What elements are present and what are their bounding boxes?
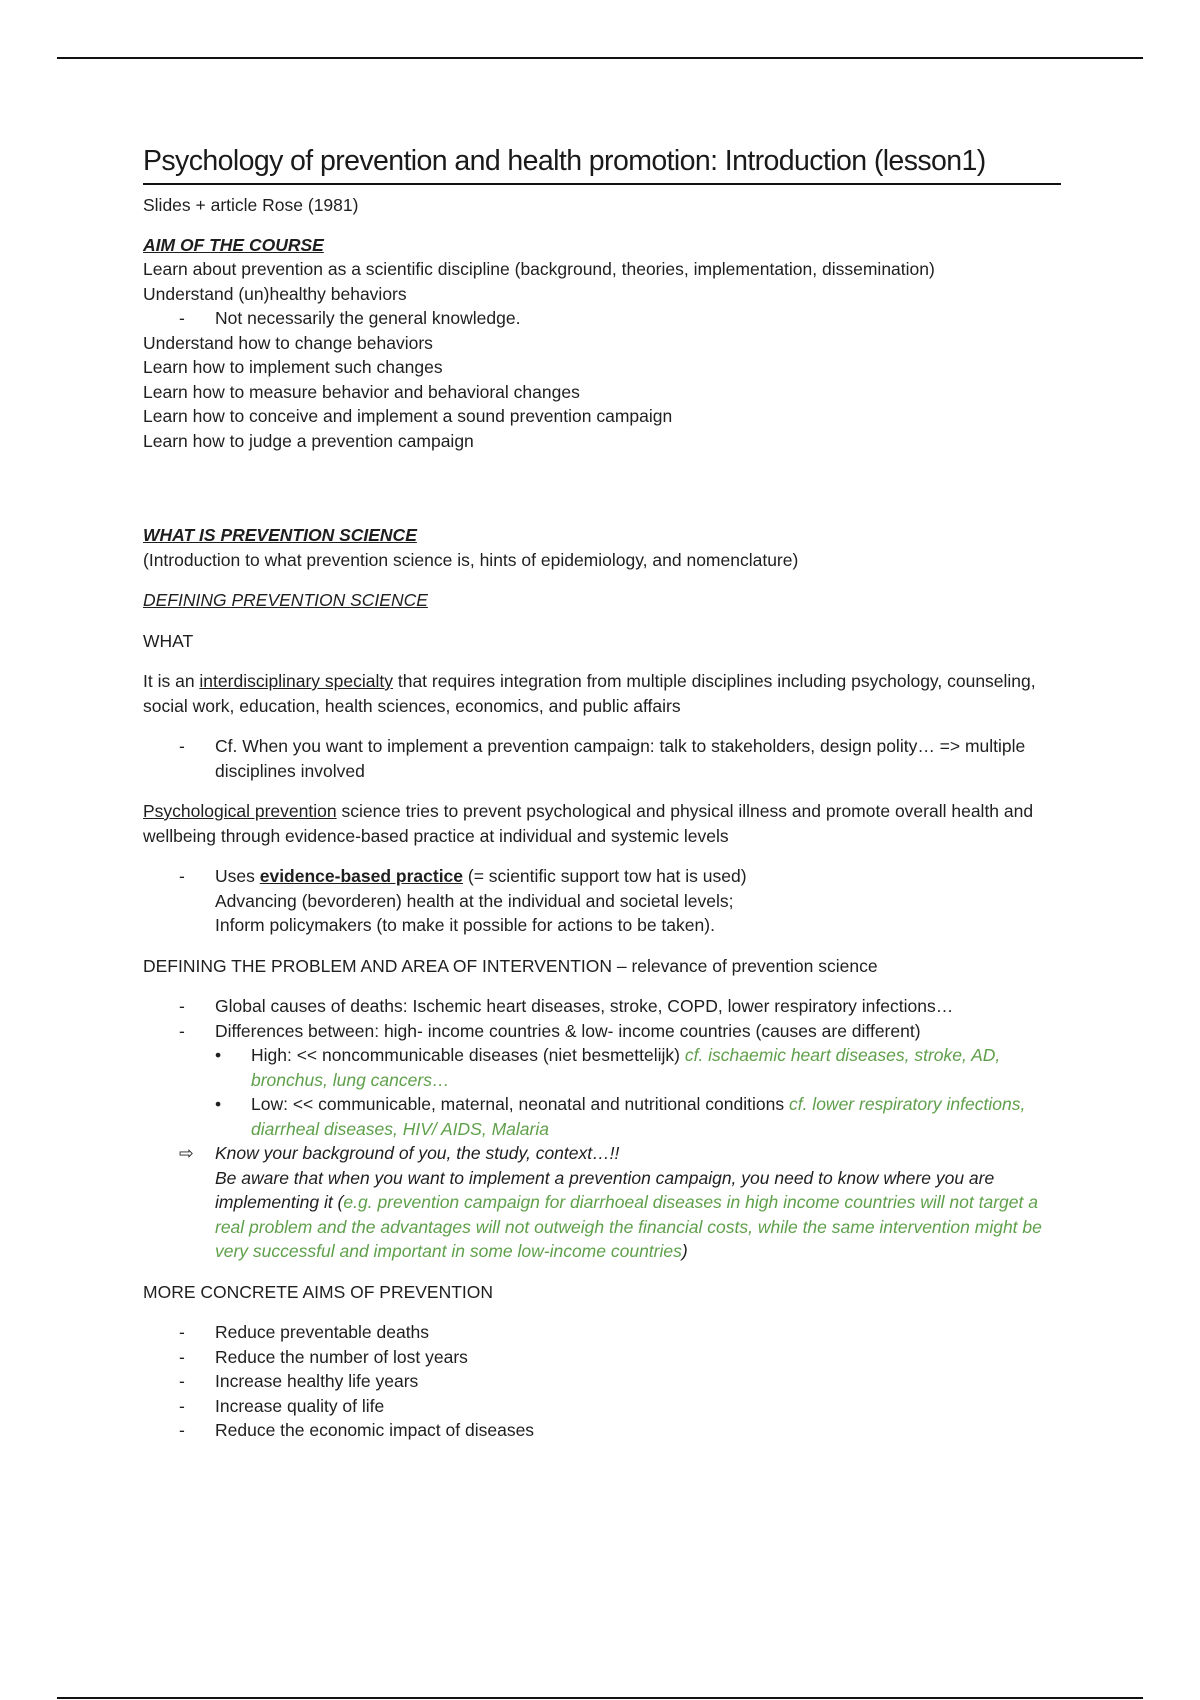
aim-line: Learn how to measure behavior and behavioral changes (143, 381, 580, 402)
subtitle: Slides + article Rose (1981) (143, 195, 359, 215)
page-title: Psychology of prevention and health promotion: Introduction (lesson1) (143, 143, 1061, 185)
evidence-based-term: evidence-based practice (259, 866, 464, 886)
bullet-marker: • (215, 1094, 222, 1114)
dash-marker: - (179, 866, 185, 886)
list-item: - Uses evidence-based practice (= scientific support tow hat is used) Advancing (bevorderen) health at the individual and societal levels; Inform policymakers (to make it possible for actions to be taken). (179, 866, 747, 935)
page-top-rule (57, 57, 1143, 59)
list-item: • Low: << communicable, maternal, neonatal and nutritional conditions cf. lower respiratory infections, diarrheal diseases, HIV/ AIDS, Malaria (215, 1094, 1026, 1139)
psych-prevention-paragraph: Psychological prevention science tries to prevent psychological and physical illness and promote overall health and wellbeing through evidence-based practice at individual and systemic levels (143, 801, 1034, 846)
list-item: - Increase healthy life years (143, 1369, 1061, 1394)
aim-heading: AIM OF THE COURSE (143, 234, 324, 255)
list-item: - Cf. When you want to implement a prevention campaign: talk to stakeholders, design polity… => multiple disciplines involved (179, 736, 1026, 781)
problem-heading: DEFINING THE PROBLEM AND AREA OF INTERVENTION – relevance of prevention science (143, 955, 878, 976)
dash-marker: - (179, 1420, 185, 1440)
document-page (143, 143, 1061, 1443)
aim-line: Learn about prevention as a scientific discipline (background, theories, implementation, dissemination) (143, 259, 935, 279)
aims-heading: MORE CONCRETE AIMS OF PREVENTION (143, 1281, 494, 1302)
aim-line: Learn how to conceive and implement a sound prevention campaign (143, 406, 673, 426)
dash-marker: - (179, 996, 185, 1016)
green-note: cf. lower respiratory infections, diarrheal diseases, HIV/ AIDS, Malaria (251, 1094, 1026, 1139)
dash-marker: - (179, 308, 185, 328)
aim-line: Understand how to change behaviors (143, 332, 433, 353)
list-item: - Reduce the number of lost years (143, 1345, 1061, 1370)
dash-marker: - (179, 1395, 185, 1416)
dash-marker: - (179, 1322, 185, 1342)
wps-heading: WHAT IS PREVENTION SCIENCE (143, 525, 417, 545)
list-item: • High: << noncommunicable diseases (niet besmettelijk) cf. ischaemic heart diseases, stroke, AD, bronchus, lung cancers… (215, 1045, 1001, 1090)
bullet-marker: • (215, 1045, 222, 1065)
dash-marker: - (179, 1371, 185, 1391)
what-label: WHAT (143, 630, 194, 651)
aim-line: Learn how to judge a prevention campaign (143, 430, 474, 451)
dash-marker: - (179, 1346, 185, 1367)
green-note: e.g. prevention campaign for diarrhoeal diseases in high income countries will not target a real problem and the advantages will not outweigh the financial costs, while the same intervention might be very successful and important in some low-income countries (215, 1192, 1042, 1261)
defining-heading: DEFINING PREVENTION SCIENCE (143, 590, 428, 610)
definition-paragraph: It is an interdisciplinary specialty that requires integration from multiple disciplines including psychology, counseling, social work, education, health sciences, economics, and public affairs (143, 671, 1036, 716)
aim-line: Learn how to implement such changes (143, 357, 443, 377)
aim-line: Understand (un)healthy behaviors (143, 283, 407, 304)
psych-prevention-term: Psychological prevention (143, 801, 337, 821)
list-item: - Increase quality of life (143, 1394, 1061, 1419)
dash-marker: - (179, 736, 185, 756)
wps-intro: (Introduction to what prevention science is, hints of epidemiology, and nomenclature) (143, 549, 799, 570)
interdisciplinary-term: interdisciplinary specialty (199, 671, 393, 691)
list-item: - Reduce the economic impact of diseases (143, 1418, 1061, 1443)
aim-sub-item: - Not necessarily the general knowledge. (143, 306, 1061, 331)
arrow-marker: ⇨ (179, 1143, 194, 1163)
list-item: - Differences between: high- income countries & low- income countries (causes are different) (143, 1019, 1061, 1044)
list-item: - Reduce preventable deaths (143, 1320, 1061, 1345)
green-note: cf. ischaemic heart diseases, stroke, AD, bronchus, lung cancers… (251, 1045, 1001, 1090)
list-item: - Global causes of deaths: Ischemic heart diseases, stroke, COPD, lower respiratory infections… (143, 994, 1061, 1019)
dash-marker: - (179, 1020, 185, 1041)
list-item: ⇨ Know your background of you, the study, context…!! Be aware that when you want to implement a prevention campaign, you need to know where you are implementing it (e.g. prevention campaign for diarrhoeal diseases in high income countries will not target a real problem and the advantages will not outweigh the financial costs, while the same intervention might be very successful and important in some low-income countries) (179, 1143, 1042, 1261)
page-bottom-rule (57, 1697, 1143, 1699)
